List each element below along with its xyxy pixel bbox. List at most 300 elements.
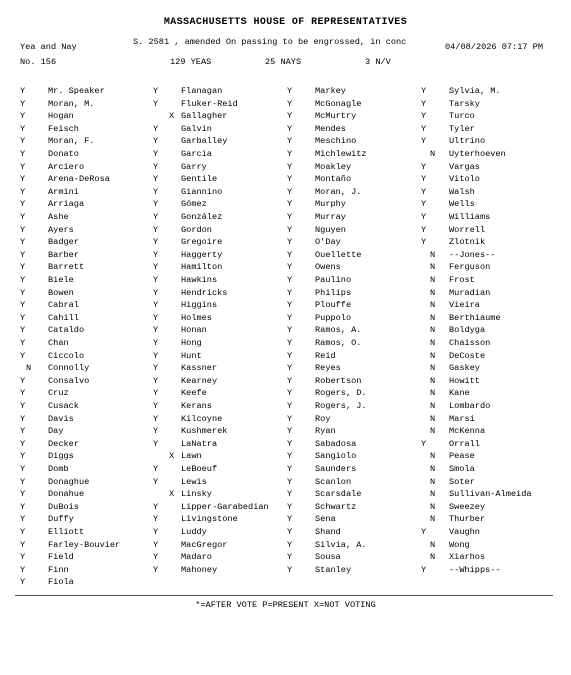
member-name: Farley-Bouvier [48,539,121,550]
vote-mark: Y [421,174,427,185]
vote-mark: Y [20,287,26,298]
member-name: Puppolo [315,312,352,323]
member-name: Arena-DeRosa [48,174,110,185]
vote-mark: Y [421,527,427,537]
vote-mark: Y [287,552,293,563]
member-name: Fiola [48,577,74,588]
vote-mark: Y [287,262,293,273]
vote-mark: Y [20,539,26,550]
vote-mark: N [430,149,436,159]
vote-mark: Y [20,224,26,235]
vote-mark: Y [20,413,26,424]
member-name: Cusack [48,401,79,411]
vote-mark: Y [287,212,293,222]
vote-mark: N [430,426,436,437]
vote-mark: Y [20,174,26,185]
member-name: Hamilton [181,262,223,273]
vote-mark: Y [153,338,159,348]
vote-mark: Y [20,577,26,588]
member-name: Nguyen [315,224,346,235]
member-name: Vieira [449,300,480,311]
vote-mark: Y [153,476,159,487]
member-name: Sousa [315,552,341,563]
member-name: Frost [449,275,475,285]
vote-mark: Y [287,199,293,210]
member-name: Thurber [449,514,486,525]
vote-mark: Y [153,501,159,512]
vote-mark: Y [287,136,293,147]
vote-mark: Y [20,325,26,336]
member-name: Kilcoyne [181,413,223,424]
vote-mark: Y [20,149,26,159]
vote-mark: Y [287,186,293,197]
member-name: Murphy [315,199,346,210]
vote-mark: Y [153,262,159,273]
member-name: Fluker-Reid [181,98,238,109]
member-name: Sylvia, M. [449,86,501,96]
vote-mark: Y [287,86,293,96]
member-name: LeBoeuf [181,464,218,474]
member-name: Consalvo [48,375,90,386]
member-name: Cataldo [48,325,85,336]
member-name: Honan [181,325,207,336]
member-name: Garcia [181,149,212,159]
member-name: Moakley [315,161,352,172]
member-name: Meschino [315,136,357,147]
vote-mark: Y [153,413,159,424]
member-name: Ayers [48,224,74,235]
member-name: --Jones-- [449,249,496,260]
member-name: Paulino [315,275,352,285]
member-name: Tarsky [449,98,480,109]
member-name: Holmes [181,312,212,323]
member-name: Gaskey [449,363,480,374]
vote-mark: Y [20,111,26,122]
vote-mark: Y [421,237,427,248]
member-name: Cahill [48,312,79,323]
vote-mark: Y [287,325,293,336]
vote-mark: Y [20,489,26,500]
member-name: McMurtry [315,111,357,122]
vote-mark: N [430,388,436,399]
vote-mark: Y [153,249,159,260]
member-name: Finn [48,564,69,575]
vote-mark: Y [153,539,159,550]
vote-mark: Y [20,464,26,474]
member-name: Hawkins [181,275,218,285]
member-name: Donahue [48,489,85,500]
member-name: Zlotnik [449,237,486,248]
footer-divider [15,595,553,596]
vote-mark: Y [287,312,293,323]
member-name: Hunt [181,350,202,361]
vote-mark: Y [421,212,427,222]
vote-mark: Y [153,149,159,159]
member-name: Giannino [181,186,223,197]
vote-mark: Y [421,86,427,96]
member-name: Wong [449,539,470,550]
vote-mark: Y [287,413,293,424]
member-name: Vargas [449,161,480,172]
member-name: Mr. Speaker [48,86,105,96]
member-name: Rogers, D. [315,388,367,399]
vote-mark: Y [421,111,427,122]
member-name: Moran, F. [48,136,95,147]
not-voting-count: 3 N/V [365,57,391,67]
vote-mark: Y [20,514,26,525]
member-name: Shand [315,527,341,537]
member-name: Walsh [449,186,475,197]
vote-mark: Y [153,514,159,525]
vote-mark: Y [287,98,293,109]
vote-mark: Y [153,527,159,537]
member-name: Garballey [181,136,228,147]
member-name: Duffy [48,514,74,525]
vote-mark: Y [287,388,293,399]
vote-mark: Y [287,174,293,185]
vote-mark: N [430,401,436,411]
member-name: Davis [48,413,74,424]
member-name: Arciero [48,161,85,172]
member-name: Gregoire [181,237,223,248]
vote-mark: Y [287,539,293,550]
member-name: Cruz [48,388,69,399]
member-name: Kassner [181,363,218,374]
member-name: Lombardo [449,401,491,411]
vote-mark: Y [287,514,293,525]
vote-mark: Y [287,464,293,474]
member-name: Hendricks [181,287,228,298]
vote-mark: Y [153,237,159,248]
vote-mark: N [430,363,436,374]
vote-mark: Y [287,249,293,260]
member-name: Kearney [181,375,218,386]
vote-mark: Y [153,186,159,197]
vote-mark: Y [20,161,26,172]
member-name: Galvin [181,123,212,134]
vote-mark: Y [20,199,26,210]
member-name: Sullivan-Almeida [449,489,532,500]
member-name: Moran, M. [48,98,95,109]
vote-mark: Y [153,350,159,361]
vote-mark: N [430,451,436,462]
member-name: Rogers, J. [315,401,367,411]
vote-mark: Y [153,199,159,210]
vote-mark: N [430,552,436,563]
member-name: Donaghue [48,476,90,487]
member-name: Kerans [181,401,212,411]
member-name: Montaño [315,174,352,185]
member-name: Pease [449,451,475,462]
member-name: Bowen [48,287,74,298]
member-name: Turco [449,111,475,122]
member-name: Owens [315,262,341,273]
vote-mark: Y [20,426,26,437]
member-name: Barber [48,249,79,260]
vote-mark: Y [287,363,293,374]
vote-mark: Y [421,136,427,147]
member-name: Scarsdale [315,489,362,500]
member-name: Ashe [48,212,69,222]
vote-mark: Y [287,338,293,348]
member-name: Ramos, A. [315,325,362,336]
vote-mark: Y [287,527,293,537]
vote-mark: N [430,262,436,273]
member-name: Howitt [449,375,480,386]
member-name: Sena [315,514,336,525]
vote-mark: N [430,501,436,512]
vote-mark: Y [153,212,159,222]
vote-mark: Y [153,552,159,563]
vote-mark: Y [153,438,159,449]
member-name: Chan [48,338,69,348]
member-name: Kushmerek [181,426,228,437]
member-name: Cabral [48,300,79,311]
member-name: Wells [449,199,475,210]
member-name: Day [48,426,64,437]
member-name: Higgins [181,300,218,311]
member-name: Kane [449,388,470,399]
vote-mark: X [169,451,175,462]
member-name: Smola [449,464,475,474]
vote-mark: Y [287,501,293,512]
vote-mark: Y [287,476,293,487]
member-name: Xiarhos [449,552,486,563]
member-name: Murray [315,212,346,222]
member-name: MacGregor [181,539,228,550]
member-name: Gordon [181,224,212,235]
member-name: Reyes [315,363,341,374]
member-name: Badger [48,237,79,248]
vote-mark: N [430,338,436,348]
vote-mark: Y [421,123,427,134]
vote-mark: Y [287,111,293,122]
member-name: Chaisson [449,338,491,348]
nays-count: 25 NAYS [265,57,302,67]
vote-mark: N [430,489,436,500]
member-name: Arriaga [48,199,85,210]
member-name: Vitolo [449,174,480,185]
member-name: Barrett [48,262,85,273]
vote-mark: Y [20,438,26,449]
vote-mark: Y [421,98,427,109]
member-name: LaNatra [181,438,218,449]
member-name: Schwartz [315,501,357,512]
vote-mark: N [430,275,436,285]
vote-mark: Y [287,287,293,298]
member-name: Lewis [181,476,207,487]
member-name: McGonagle [315,98,362,109]
vote-mark: Y [287,350,293,361]
yeas-count: 129 YEAS [170,57,212,67]
vote-mark: N [430,464,436,474]
vote-mark: Y [421,438,427,449]
member-name: Markey [315,86,346,96]
vote-mark: Y [287,438,293,449]
vote-mark: Y [20,312,26,323]
member-name: Lawn [181,451,202,462]
vote-mark: Y [153,287,159,298]
member-name: Connolly [48,363,90,374]
member-name: Stanley [315,564,352,575]
vote-mark: Y [421,224,427,235]
member-name: Mendes [315,123,346,134]
vote-mark: Y [287,451,293,462]
member-name: Donato [48,149,79,159]
member-name: Gallagher [181,111,228,122]
vote-mark: Y [20,375,26,386]
vote-mark: Y [153,275,159,285]
member-name: DeCoste [449,350,486,361]
vote-mark: N [430,325,436,336]
vote-mark: Y [287,161,293,172]
vote-mark: N [430,476,436,487]
vote-mark: Y [20,300,26,311]
member-name: Roy [315,413,331,424]
member-name: Ciccolo [48,350,85,361]
member-name: Ferguson [449,262,491,273]
vote-mark: N [430,249,436,260]
member-name: Sangiolo [315,451,357,462]
vote-mark: Y [153,388,159,399]
member-name: Ouellette [315,249,362,260]
vote-mark: Y [153,564,159,575]
vote-mark: N [430,514,436,525]
vote-mark: Y [20,86,26,96]
member-name: Field [48,552,74,563]
member-name: Keefe [181,388,207,399]
member-name: Decker [48,438,79,449]
member-name: Luddy [181,527,207,537]
vote-mark: N [430,287,436,298]
member-name: McKenna [449,426,486,437]
vote-mark: Y [20,388,26,399]
vote-mark: Y [287,489,293,500]
vote-mark: Y [20,476,26,487]
member-name: Sabadosa [315,438,357,449]
vote-mark: Y [287,275,293,285]
member-name: Livingstone [181,514,238,525]
member-name: Hong [181,338,202,348]
vote-mark: Y [20,123,26,134]
vote-mark: Y [153,123,159,134]
member-name: Tyler [449,123,475,134]
vote-datetime: 04/08/2026 07:17 PM [445,42,543,52]
member-name: Scanlon [315,476,352,487]
member-name: Biele [48,275,74,285]
member-name: Gentile [181,174,218,185]
member-name: Armini [48,186,79,197]
member-name: Worrell [449,224,486,235]
vote-mark: Y [20,249,26,260]
member-name: Michlewitz [315,149,367,159]
vote-mark: Y [20,501,26,512]
vote-mark: Y [153,98,159,109]
vote-mark: Y [20,451,26,462]
member-name: Ultrino [449,136,486,147]
member-name: Plouffe [315,300,352,311]
member-name: Silvia, A. [315,539,367,550]
vote-mark: Y [153,161,159,172]
vote-mark: Y [153,136,159,147]
vote-mark: X [169,489,175,500]
member-name: Sweezey [449,501,486,512]
vote-mark: Y [287,375,293,386]
member-name: Elliott [48,527,85,537]
vote-mark: N [430,350,436,361]
vote-mark: Y [20,552,26,563]
member-name: Philips [315,287,352,298]
vote-mark: N [430,375,436,386]
vote-mark: X [169,111,175,122]
vote-mark: Y [153,300,159,311]
vote-mark: Y [287,123,293,134]
member-name: Mahoney [181,564,218,575]
member-name: Gómez [181,199,207,210]
member-name: Vaughn [449,527,480,537]
vote-mark: Y [153,363,159,374]
vote-mark: Y [153,224,159,235]
vote-mark: Y [20,564,26,575]
member-name: Madaro [181,552,212,563]
vote-mark: N [26,363,32,374]
member-name: Domb [48,464,69,474]
member-name: Berthiaume [449,312,501,323]
member-name: Marsi [449,413,475,424]
vote-mark: N [430,539,436,550]
member-name: Ryan [315,426,336,437]
vote-mark: Y [287,149,293,159]
vote-legend: *=AFTER VOTE P=PRESENT X=NOT VOTING [195,600,376,610]
vote-mark: Y [20,275,26,285]
vote-mark: Y [287,237,293,248]
vote-mark: Y [153,174,159,185]
vote-type: Yea and Nay [20,42,77,52]
member-name: Diggs [48,451,74,462]
vote-mark: Y [20,212,26,222]
member-name: Linsky [181,489,212,500]
member-name: Feisch [48,123,79,134]
vote-mark: Y [153,86,159,96]
member-name: DuBois [48,501,79,512]
member-name: Robertson [315,375,362,386]
vote-mark: Y [421,564,427,575]
vote-mark: Y [287,300,293,311]
member-name: González [181,212,223,222]
member-name: Williams [449,212,491,222]
vote-mark: Y [20,98,26,109]
member-name: Boldyga [449,325,486,336]
vote-mark: Y [287,426,293,437]
vote-mark: Y [153,464,159,474]
member-name: Muradian [449,287,491,298]
member-name: Uyterhoeven [449,149,506,159]
member-name: Soter [449,476,475,487]
roll-number: No. 156 [20,57,57,67]
vote-mark: Y [421,161,427,172]
vote-mark: Y [153,312,159,323]
vote-mark: Y [20,401,26,411]
vote-mark: N [430,312,436,323]
member-name: Garry [181,161,207,172]
member-name: Flanagan [181,86,223,96]
vote-mark: Y [287,564,293,575]
member-name: Orrall [449,438,480,449]
vote-mark: N [430,300,436,311]
vote-mark: Y [153,426,159,437]
member-name: Saunders [315,464,357,474]
vote-mark: N [430,413,436,424]
